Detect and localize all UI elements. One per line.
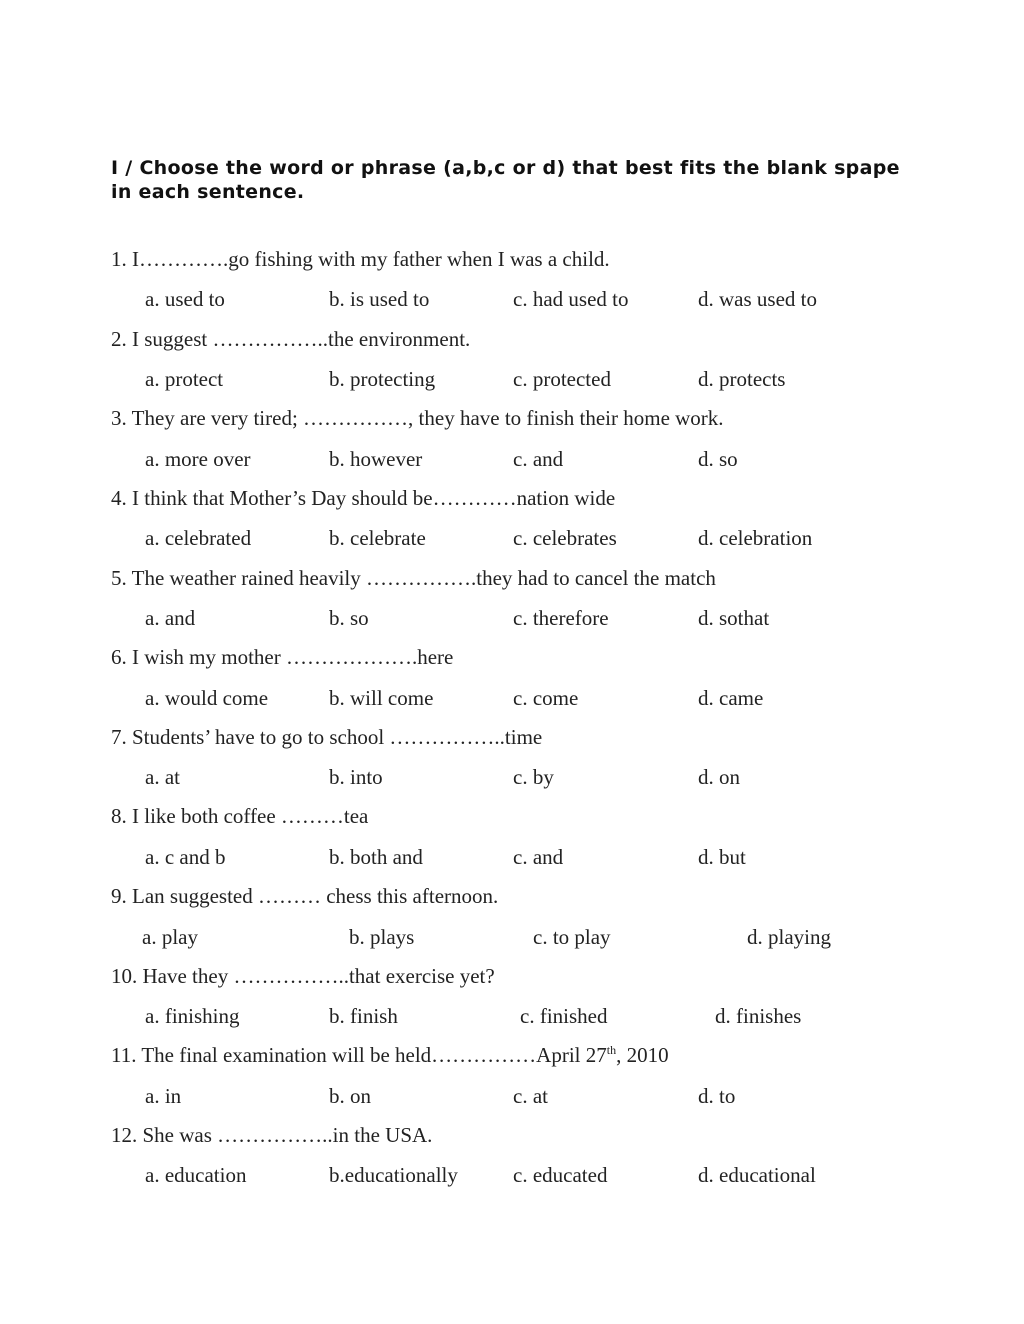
option-a: a. in — [145, 1084, 182, 1108]
option-c: c. to play — [533, 925, 611, 949]
option-a: a. at — [145, 765, 180, 789]
option-c: c. had used to — [513, 287, 629, 311]
option-b: b. however — [329, 447, 423, 471]
option-c: c. by — [513, 765, 554, 789]
option-b: b.educationally — [329, 1163, 458, 1187]
option-c: c. therefore — [513, 606, 609, 630]
option-d: d. to — [698, 1084, 736, 1108]
option-c: c. finished — [520, 1004, 608, 1028]
option-d: d. playing — [747, 925, 831, 949]
options-5 — [0, 605, 1024, 631]
option-c: c. educated — [513, 1163, 608, 1187]
option-b: b. so — [329, 606, 369, 630]
option-d: d. educational — [698, 1163, 816, 1187]
option-b: b. protecting — [329, 367, 436, 391]
question-11-text: 11. The final examination will be held……………April 27 — [111, 1043, 607, 1067]
option-d: d. sothat — [698, 606, 770, 630]
question-4: 4. I think that Mother’s Day should be…………nation wide — [111, 486, 616, 510]
question-11-year: , 2010 — [616, 1043, 669, 1067]
option-a: a. would come — [145, 686, 269, 710]
options-1 — [0, 286, 1024, 312]
options-11 — [0, 1083, 1024, 1109]
options-3 — [0, 446, 1024, 472]
option-b: b. on — [329, 1084, 371, 1108]
option-d: d. was used to — [698, 287, 817, 311]
option-a: a. more over — [145, 447, 251, 471]
question-2: 2. I suggest ……………..the environment. — [111, 327, 471, 351]
option-c: c. at — [513, 1084, 548, 1108]
option-b: b. is used to — [329, 287, 430, 311]
option-a: a. play — [142, 925, 198, 949]
option-b: b. both and — [329, 845, 423, 869]
options-8 — [0, 844, 1024, 870]
option-d: d. on — [698, 765, 740, 789]
option-a: a. protect — [145, 367, 224, 391]
question-7: 7. Students’ have to go to school ……………..time — [111, 725, 543, 749]
section-heading: I / Choose the word or phrase (a,b,c or d) that best fits the blank spape in each sentence. — [111, 157, 900, 203]
question-6: 6. I wish my mother ……………….here — [111, 645, 454, 669]
option-c: c. celebrates — [513, 526, 617, 550]
option-b: b. celebrate — [329, 526, 426, 550]
ordinal-suffix: th — [606, 1043, 617, 1057]
option-c: c. and — [513, 447, 564, 471]
question-5: 5. The weather rained heavily …………….they had to cancel the match — [111, 566, 716, 590]
options-4 — [0, 525, 1024, 551]
question-1: 1. I………….go fishing with my father when I was a child. — [111, 247, 610, 271]
option-b: b. will come — [329, 686, 434, 710]
option-d: d. so — [698, 447, 738, 471]
option-a: a. education — [145, 1163, 247, 1187]
question-12: 12. She was ……………..in the USA. — [111, 1123, 433, 1147]
option-a: a. celebrated — [145, 526, 252, 550]
options-7 — [0, 764, 1024, 790]
options-6 — [0, 685, 1024, 711]
options-2 — [0, 366, 1024, 392]
options-10 — [0, 1003, 1024, 1029]
option-c: c. protected — [513, 367, 611, 391]
option-d: d. protects — [698, 367, 786, 391]
option-d: d. but — [698, 845, 746, 869]
option-a: a. finishing — [145, 1004, 240, 1028]
question-11 — [111, 1042, 669, 1068]
option-b: b. into — [329, 765, 383, 789]
option-b: b. plays — [349, 925, 415, 949]
option-c: c. come — [513, 686, 579, 710]
question-9: 9. Lan suggested ……… chess this afternoon. — [111, 884, 499, 908]
question-8: 8. I like both coffee ………tea — [111, 804, 369, 828]
options-9 — [0, 924, 1024, 950]
options-12 — [0, 1162, 1024, 1188]
question-3: 3. They are very tired; ……………, they have to finish their home work. — [111, 406, 724, 430]
option-a: a. used to — [145, 287, 225, 311]
option-d: d. celebration — [698, 526, 813, 550]
option-b: b. finish — [329, 1004, 398, 1028]
option-a: a. and — [145, 606, 196, 630]
option-d: d. finishes — [715, 1004, 802, 1028]
option-c: c. and — [513, 845, 564, 869]
question-10: 10. Have they ……………..that exercise yet? — [111, 964, 495, 988]
option-a: a. c and b — [145, 845, 226, 869]
option-d: d. came — [698, 686, 764, 710]
